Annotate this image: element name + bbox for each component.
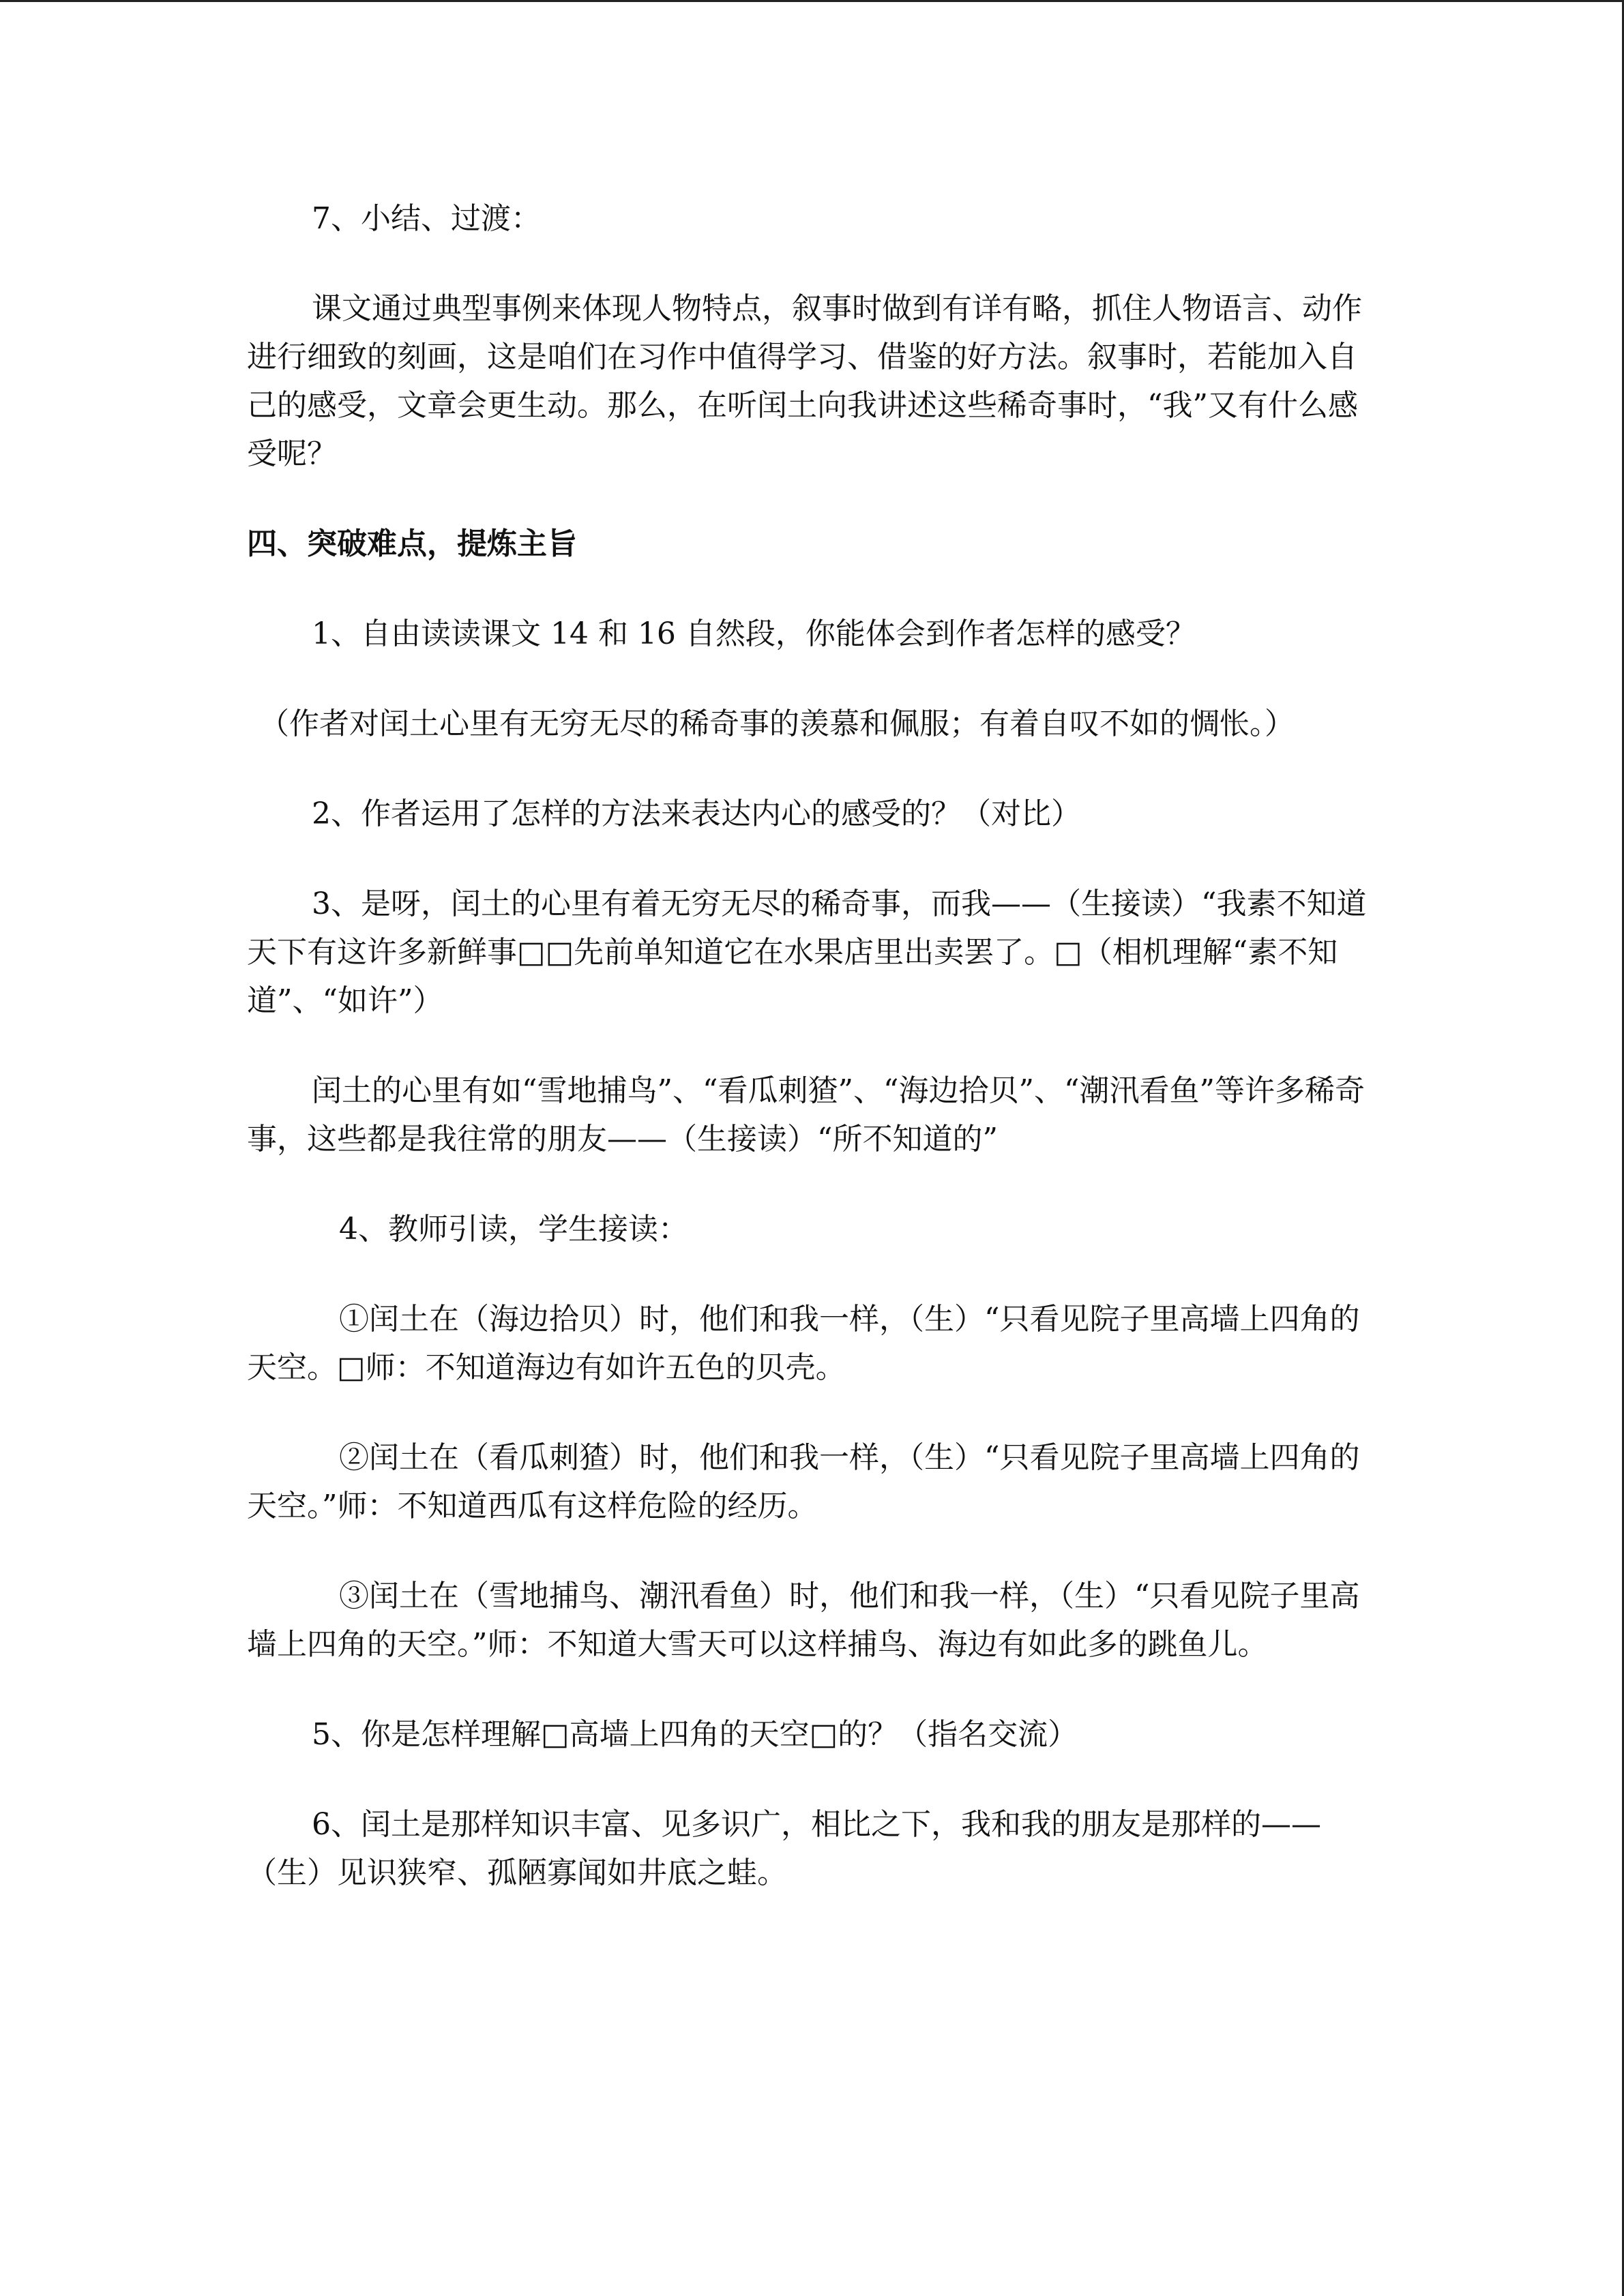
paragraph-item-3-detail: 闰土的心里有如“雪地捕鸟”、“看瓜刺猹”、“海边拾贝”、“潮汛看鱼”等许多稀奇事，这些都是我往常的朋友——（生接读）“所不知道的”: [247, 1073, 1365, 1157]
paragraph-item-4: 4、教师引读，学生接读：: [339, 1212, 688, 1247]
document-body: [247, 194, 1379, 1939]
paragraph-summary-heading: 7、小结、过渡：: [312, 201, 541, 236]
page-border-top: [0, 0, 1624, 2]
paragraph-item-5: 5、你是怎样理解□高墙上四角的天空□的？（指名交流）: [312, 1717, 1078, 1752]
section-heading: 四、突破难点，提炼主旨: [247, 526, 577, 561]
paragraph-item-1-answer: （作者对闰土心里有无穷无尽的稀奇事的羡慕和佩服；有着自叹不如的惆怅。）: [259, 706, 1295, 741]
paragraph-item-3: 3、是呀，闰土的心里有着无穷无尽的稀奇事，而我——（生接读）“我素不知道天下有这许多新鲜事□□先前单知道它在水果店里出卖罢了。□（相机理解“素不知道”、“如许”）: [247, 886, 1367, 1018]
paragraph-item-6: 6、闰土是那样知识丰富、见多识广，相比之下，我和我的朋友是那样的——（生）见识狭窄、孤陋寡闻如井底之蛙。: [247, 1807, 1321, 1890]
paragraph-item-1: 1、自由读读课文 14 和 16 自然段，你能体会到作者怎样的感受？: [312, 616, 1196, 651]
paragraph-item-4-1: ①闰土在（海边拾贝）时，他们和我一样，（生）“只看见院子里高墙上四角的天空。□师：不知道海边有如许五色的贝壳。: [247, 1302, 1360, 1385]
paragraph-item-2: 2、作者运用了怎样的方法来表达内心的感受的？（对比）: [312, 796, 1081, 831]
paragraph-summary-text: 课文通过典型事例来体现人物特点，叙事时做到有详有略，抓住人物语言、动作进行细致的刻画，这是咱们在习作中值得学习、借鉴的好方法。叙事时，若能加入自己的感受，文章会更生动。那么，在听闰土向我讲述这些稀奇事时，“我”又有什么感受呢？: [247, 291, 1362, 471]
paragraph-item-4-2: ②闰土在（看瓜刺猹）时，他们和我一样，（生）“只看见院子里高墙上四角的天空。”师：不知道西瓜有这样危险的经历。: [247, 1440, 1360, 1523]
paragraph-item-4-3: ③闰土在（雪地捕鸟、潮汛看鱼）时，他们和我一样，（生）“只看见院子里高墙上四角的天空。”师：不知道大雪天可以这样捕鸟、海边有如此多的跳鱼儿。: [247, 1579, 1360, 1662]
